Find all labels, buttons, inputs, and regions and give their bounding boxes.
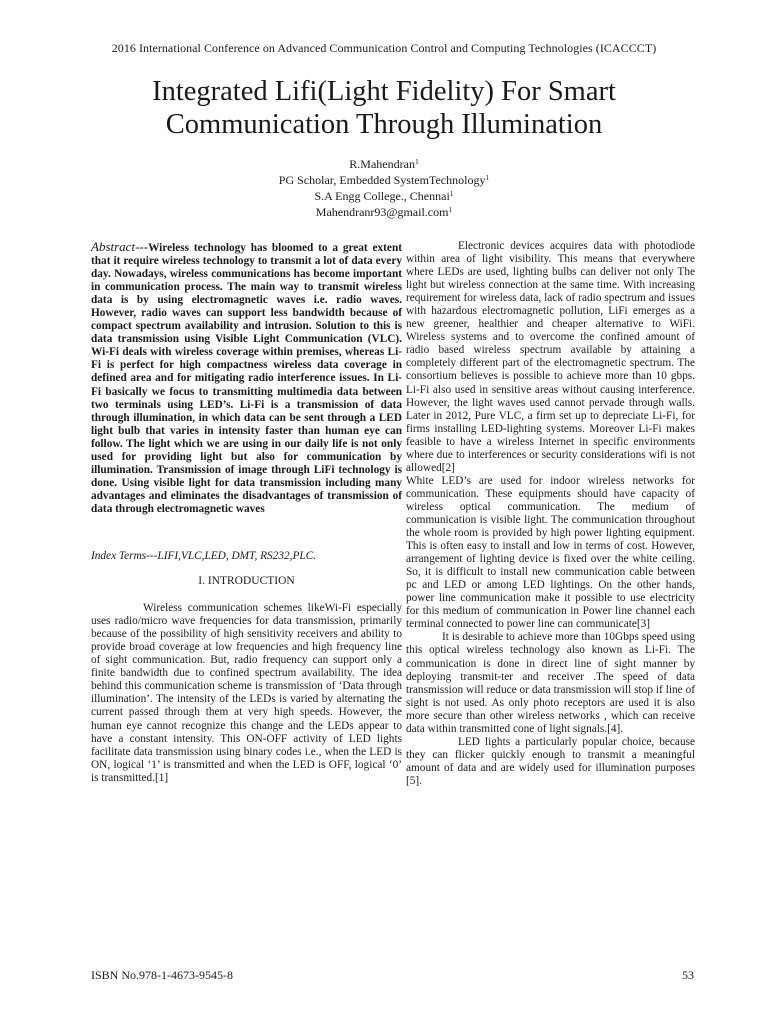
author-name: R.Mahendran$^1$ [349, 157, 419, 171]
paper-title: Integrated Lifi(Light Fidelity) For Smart Communication Through Illumination [152, 76, 616, 140]
section-heading-introduction: I. INTRODUCTION [198, 575, 295, 588]
author-institution: S.A Engg College., Chennai$^1$ [314, 189, 454, 203]
isbn-footer: ISBN No.978-1-4673-9545-8 [91, 968, 233, 982]
body-paragraph-1: Electronic devices acquires data with photodiode within area of light visibility. This means that everywhere where LEDs are used, lighting bulbs can deliver not only The light but wireless connection at the same time. With increasing requirement for wireless data, lack of radio spectrum and issues with hazardous electromagnetic pollution, LiFi emerges as a new greener, healthier and cheaper alternative to WiFi. Wireless systems and to overcome the confined amount of radio based wireless spectrum available by attaining a completely different part of the electromagnetic spectrum. The consortium believes is possible to achieve more than 10 gbps. Li-Fi also used in sensitive areas without causing interference. However, the light waves used cannot pervade through walls. Later in 2012, Pure VLC, a firm set up to depreciate Li-Fi, for firms installing LED-lighting systems. Moreover Li-Fi makes feasible to have a wireless Internet in specific environments where due to interferences or security considerations wifi is not allowed[2] [406, 240, 695, 474]
body-paragraph-3: It is desirable to achieve more than 10Gbps speed using this optical wireless technology also known as Li-Fi. The communication is done in direct line of sight manner by deploying transmit-ter and receiver .The speed of data transmission will reduce or data transmission will stop if line of sight is not used. As only photo receptors are used it is also more secure than other wireless networks , which can receive data within transmitted cone of light signals.[4]. [406, 631, 695, 735]
abstract [91, 240, 402, 516]
conference-header: 2016 International Conference on Advanced Communication Control and Computing Technologies (ICACCCT) [111, 41, 657, 55]
body-paragraph-4: LED lights a particularly popular choice, because they can flicker quickly enough to transmit a meaningful amount of data and are widely used for illumination purposes [5]. [406, 735, 695, 787]
abstract-text: Wireless technology has bloomed to a great extent that it require wireless technology to transmit a lot of data every day. Nowadays, wireless communications has become important in communication process. The main way to transmit wireless data is by using electromagnetic waves i.e. radio waves. However, radio waves can support less bandwidth because of compact spectrum availability and intrusion. Solution to this is data transmission using Visible Light Communication (VLC). Wi-Fi deals with wireless coverage within premises, whereas Li-Fi is perfect for high compactness wireless data coverage in defined area and for mitigating radio interference issues. In Li-Fi basically we focus to transmitting multimedia data between two terminals using LED’s. Li-Fi is a transmission of data through illumination, in which data can be sent through a LED light bulb that varies in intensity faster than human eye can follow. The light which we are using in our daily life is not only used for providing light but also for communication by illumination. Transmission of image through LiFi technology is done. Using visible light for data transmission including many advantages and eliminates the disadvantages of transmission of data through electromagnetic waves [91, 242, 402, 515]
abstract-dash: --- [135, 239, 149, 254]
index-terms: Index Terms---LIFI,VLC,LED, DMT, RS232,PLC. [91, 549, 316, 562]
body-paragraph-2: White LED’s are used for indoor wireless networks for communication. These equipments should have capacity of wireless optical communication. The medium of communication is visible light. The communication throughout the whole room is provided by high power lighting equipment. This is often easy to install and low in terms of cost. However, arrangement of lighting device is fixed over the white ceiling. So, it is difficult to install new communication cable between pc and LED or among LED lightings. On the other hands, power line communication make it possible to use electricity for this medium of communication in Power line channel each terminal connected to power line can communicate[3] [406, 474, 695, 631]
author-email: Mahendranr93@gmail.com$^1$ [315, 205, 453, 219]
abstract-label: Abstract [91, 239, 136, 254]
right-column [406, 240, 695, 788]
left-column [91, 240, 402, 785]
author-affiliation: PG Scholar, Embedded SystemTechnology$^1$ [278, 173, 490, 187]
page-number: 53 [682, 968, 694, 982]
intro-paragraph: Wireless communication schemes likeWi-Fi especially uses radio/micro wave frequencies for data transmission, primarily because of the possibility of high sensitivity receivers and ability to provide broad coverage at low frequencies and high frequency line of sight communication. But, radio frequency can support only a finite bandwidth due to confined spectrum availability. The idea behind this communication scheme is transmission of ‘Data through illumination’. The intensity of the LEDs is varied by alternating the current passed through them at very high speeds. However, the human eye cannot recognize this change and the LEDs appear to have a constant intensity. This ON-OFF activity of LED lights facilitate data transmission using binary codes i.e., when the LED is ON, logical ‘1’ is transmitted and when the LED is OFF, logical ‘0’ is transmitted.[1] [91, 602, 402, 784]
author-block [0, 156, 768, 220]
